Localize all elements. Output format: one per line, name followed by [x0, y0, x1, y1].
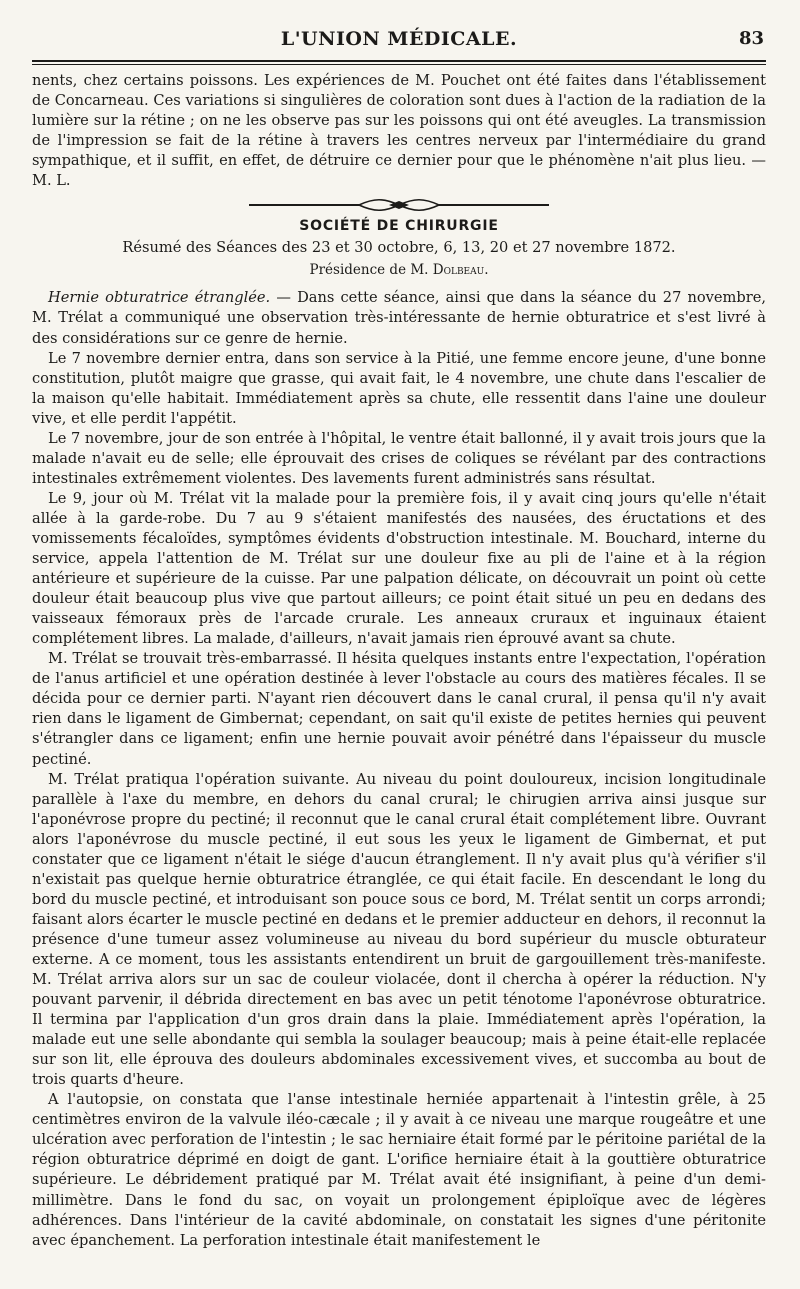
page-number: 83: [738, 28, 764, 49]
lead-heading: Hernie obturatrice étranglée.: [48, 289, 271, 307]
paragraph: Le 7 novembre, jour de son entrée à l'hôpital, le ventre était ballonné, il y avait trois jours que la malade n'avait eu de selle; elle éprouvait des crises de coliques se révélant par des contractions intestinales extrêmement violentes. Des lavements furent administrés sans résultat.: [32, 429, 766, 487]
paragraph-lead: [32, 288, 766, 348]
presidence-prefix: Présidence de M.: [309, 262, 433, 279]
president-name: Dolbeau.: [432, 262, 489, 279]
page-header: [32, 22, 766, 60]
paragraph: Le 7 novembre dernier entra, dans son service à la Pitié, une femme encore jeune, d'une bonne constitution, plutôt maigre que grasse, qui avait fait, le 4 novembre, une chute dans l'escalier de la maison qu'elle habitait. Immédiatement après sa chute, elle ressentit dans l'aine une douleur vive, et elle perdit l'appétit.: [32, 349, 766, 427]
section-title: SOCIÉTÉ DE CHIRURGIE: [299, 218, 499, 235]
paragraph: M. Trélat se trouvait très-embarrassé. Il hésita quelques instants entre l'expectation, l'opération de l'anus artificiel et une opération destinée à lever l'obstacle au cours des matières fécales. Il se décida pour ce dernier parti. N'ayant rien découvert dans le canal crural, il pensa qu'il n'y avait rien dans le ligament de Gimbernat; cependant, on sait qu'il existe de petites hernies qui peuvent s'étrangler dans ce ligament; enfin une hernie pouvait avoir pénétré dans l'épaisseur du muscle pectiné.: [32, 650, 766, 768]
running-title: L'UNION MÉDICALE.: [280, 28, 518, 50]
article-body: [32, 71, 766, 1251]
paragraph: M. Trélat pratiqua l'opération suivante. Au niveau du point douloureux, incision longitudinale parallèle à l'axe du membre, en dehors du canal crural; le chirugien arriva ainsi jusque sur l'aponévrose propre du pectiné; il reconnut que le canal crural était complétement libre. Ouvrant alors l'aponévrose du muscle pectiné, il eut sous les yeux le ligament de Gimbernat, et put constater que ce ligament n'était le siége d'aucun étranglement. Il n'y avait plus qu'à vérifier s'il n'existait pas quelque hernie obturatrice étranglée, ce qui était facile. En descendant le long du bord du muscle pectiné, et introduisant son pouce sous ce bord, M. Trélat sentit un corps arrondi; faisant alors écarter le muscle pectiné en dedans et le premier adducteur en dehors, il reconnut la présence d'une tumeur assez volumineuse au niveau du bord supérieur du muscle obturateur externe. A ce moment, tous les assistants entendirent un bruit de gargouillement très-manifeste. M. Trélat arriva alors sur un sac de couleur violacée, dont il chercha à opérer la réduction. N'y pouvant parvenir, il débrida directement en bas avec un petit ténotome l'aponévrose obturatrice. Il termina par l'application d'un gros drain dans la plaie. Immédiatement après l'opération, la malade eut une selle abondante qui sembla la soulager beaucoup; mais à peine était-elle replacée sur son lit, elle éprouva des douleurs abdominales excessivement vives, et succomba au bout de trois quarts d'heure.: [32, 770, 766, 1089]
section-ornament: [249, 198, 549, 212]
presidence-line: [32, 260, 766, 280]
paragraph: A l'autopsie, on constata que l'anse intestinale herniée appartenait à l'intestin grêle, à 25 centimètres environ de la valvule iléo-cæcale ; il y avait à ce niveau une marque rougeâtre et une ulcération avec perforation de l'intestin ; le sac herniaire était formé par le péritoine pariétal de la région obturatrice déprimé en doigt de gant. L'orifice herniaire était à la gouttière obturatrice supérieure. Le débridement pratiqué par M. Trélat avait été insignifiant, à peine d'un demi-millimètre. Dans le fond du sac, on voyait un prolongement épiploïque avec de légères adhérences. Dans l'intérieur de la cavité abdominale, on constatait les signes d'une péritonite avec épanchement. La perforation intestinale était manifestement le: [32, 1091, 766, 1249]
session-summary: Résumé des Séances des 23 et 30 octobre, 6, 13, 20 et 27 novembre 1872.: [122, 239, 676, 257]
header-rule: [32, 60, 766, 65]
lead-text: — Dans cette séance, ainsi que dans la séance du 27 novembre, M. Trélat a communiqué une observation très-intéressante de hernie obturatrice et s'est livré à des considérations sur ce genre de hernie.: [32, 289, 766, 347]
paragraph: Le 9, jour où M. Trélat vit la malade pour la première fois, il y avait cinq jours qu'elle n'était allée à la garde-robe. Du 7 au 9 s'étaient manifestés des nausées, des éructations et des vomissements fécaloïdes, symptômes évidents d'obstruction intestinale. M. Bouchard, interne du service, appela l'attention de M. Trélat sur une douleur fixe au pli de l'aine et à la région antérieure et supérieure de la cuisse. Par une palpation délicate, on découvrait un point où cette douleur était beaucoup plus vive que partout ailleurs; ce point était situé un peu en dedans des vaisseaux fémoraux près de l'arcade crurale. Les anneaux cruraux et inguinaux étaient complétement libres. La malade, d'ailleurs, n'avait jamais rien éprouvé avant sa chute.: [32, 489, 766, 648]
intro-paragraph: nents, chez certains poissons. Les expériences de M. Pouchet ont été faites dans l'établissement de Concarneau. Ces variations si singulières de coloration sont dues à l'action de la radiation de la lumière sur la rétine ; on ne les observe pas sur les poissons qui ont été aveugles. La transmission de l'impression se fait de la rétine à travers les centres nerveux par l'intermédiaire du grand sympathique, et il suffit, en effet, de détruire ce dernier pour que le phénomène n'ait plus lieu. — M. L.: [32, 72, 766, 190]
